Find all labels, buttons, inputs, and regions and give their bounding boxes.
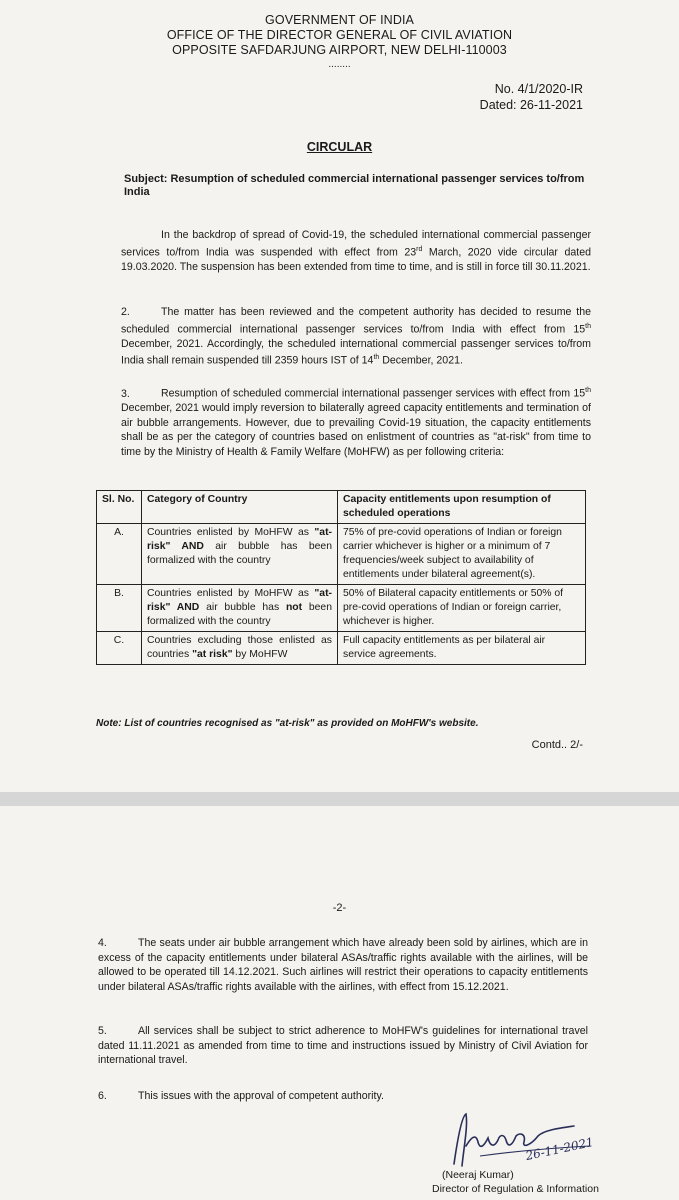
paragraph-5: 5. All services shall be subject to strict adherence to MoHFW's guidelines for international travel dated 11.11.2021 as amended from time to time and instructions issued by Ministry of Civil Aviation for international travel. — [98, 1025, 588, 1067]
header-dots: ........ — [328, 59, 351, 70]
circular-title: CIRCULAR — [306, 140, 373, 154]
paragraph-4: 4. The seats under air bubble arrangement which have already been sold by airlines, which are in excess of the capacity entitlements under bilateral ASAs/traffic rights available with the airlines, will be allowed to be operated till 14.12.2021. Such airlines will restrict their operations to capacity entitlements under bilateral ASAs/traffic rights available with the airlines, with effect from 15.12.2021. — [98, 937, 588, 993]
header-office: OFFICE OF THE DIRECTOR GENERAL OF CIVIL AVIATION — [166, 28, 513, 42]
paragraph-1: In the backdrop of spread of Covid-19, the scheduled international commercial passenger services to/from India was suspended with effect from 23rd March, 2020 vide circular dated 19.03.2020. The suspension has been extended from time to time, and is still in force till 30.11.2021. — [121, 229, 591, 273]
signer-designation: Director of Regulation & Information — [432, 1183, 599, 1195]
paragraph-2: 2. The matter has been reviewed and the competent authority has decided to resume the scheduled commercial international passenger services to/from India with effect from 15th December, 2021. Accordingly, the scheduled international commercial passenger services to/from India shall remain suspended till 2359 hours IST of 14th December, 2021. — [121, 306, 591, 367]
continued-marker: Contd.. 2/- — [531, 739, 583, 751]
row-sl: B. — [97, 585, 142, 632]
table-header-row — [97, 491, 586, 524]
signature-date: 26-11-2021 — [524, 1134, 595, 1164]
row-sl: A. — [97, 524, 142, 585]
header-address: OPPOSITE SAFDARJUNG AIRPORT, NEW DELHI-110003 — [172, 43, 507, 57]
header-capacity: Capacity entitlements upon resumption of scheduled operations — [338, 491, 586, 524]
row-capacity: Full capacity entitlements as per bilateral air service agreements. — [338, 632, 586, 665]
row-sl: C. — [97, 632, 142, 665]
page-gap — [0, 792, 679, 806]
criteria-table — [96, 490, 586, 665]
subject-text: Resumption of scheduled commercial international passenger services to/from India — [124, 173, 585, 198]
header-government: GOVERNMENT OF INDIA — [265, 13, 414, 27]
subject-label: Subject: — [124, 173, 168, 185]
document-page-2 — [0, 806, 679, 1200]
row-category: Countries enlisted by MoHFW as "at-risk" AND air bubble has been formalized with the country — [142, 524, 338, 585]
signer-name: (Neeraj Kumar) — [442, 1169, 514, 1181]
header-sl-no: Sl. No. — [97, 491, 142, 524]
row-category: Countries enlisted by MoHFW as "at-risk" AND air bubble has not been formalized with the country — [142, 585, 338, 632]
paragraph-3: 3. Resumption of scheduled commercial international passenger services with effect from 15th December, 2021 would imply reversion to bilaterally agreed capacity entitlements and termination of air bubble arrangements. However, due to prevailing Covid-19 situation, the capacity entitlements shall be as per the category of countries based on enlistment of countries as "at-risk" from time to time by the Ministry of Health & Family Welfare (MoHFW) as per following criteria: — [121, 387, 591, 458]
table-note: Note: List of countries recognised as "at-risk" as provided on MoHFW's website. — [96, 718, 479, 729]
row-capacity: 50% of Bilateral capacity entitlements or 50% of pre-covid operations of Indian or foreign carrier, whichever is higher. — [338, 585, 586, 632]
paragraph-6: 6. This issues with the approval of competent authority. — [98, 1090, 384, 1102]
header-category: Category of Country — [142, 491, 338, 524]
row-capacity: 75% of pre-covid operations of Indian or foreign carrier whichever is higher or a minimum of 7 frequencies/week subject to availability of entitlements under bilateral agreement(s). — [338, 524, 586, 585]
table-row — [97, 585, 586, 632]
row-category: Countries excluding those enlisted as countries "at risk" by MoHFW — [142, 632, 338, 665]
reference-date: Dated: 26-11-2021 — [479, 98, 583, 112]
table-row — [97, 524, 586, 585]
page-number: -2- — [332, 902, 347, 914]
subject-line — [124, 173, 594, 199]
reference-number: No. 4/1/2020-IR — [494, 82, 583, 96]
table-row — [97, 632, 586, 665]
